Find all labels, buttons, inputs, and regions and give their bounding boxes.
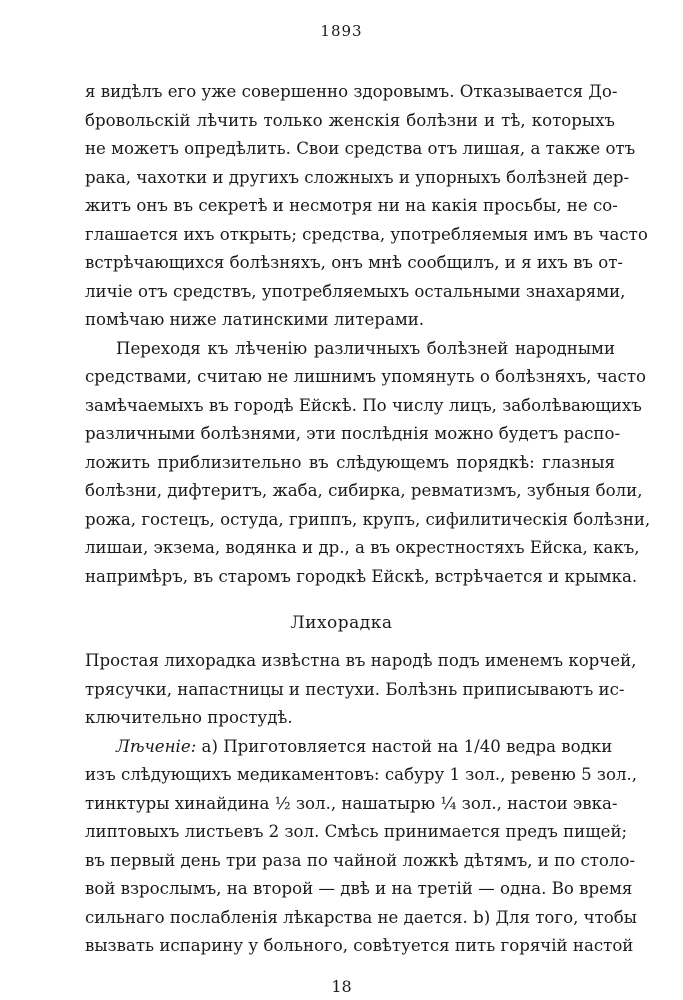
text-line: личіе отъ средствъ, употребляемыхъ остальными знахарями,: [85, 281, 626, 301]
text-line: въ первый день три раза по чайной ложкѣ дѣтямъ, и по столо-: [85, 850, 636, 870]
text-line: болѣзни, дифтеритъ, жаба, сибирка, ревматизмъ, зубныя боли,: [85, 481, 643, 500]
text-line: Простая лихорадка извѣстна въ народѣ подъ именемъ корчей,: [85, 651, 637, 670]
text-line: вой взрослымъ, на второй — двѣ и на третій — одна. Во время: [85, 879, 633, 898]
text-line: различными болѣзнями, эти послѣднія можно будетъ распо-: [85, 424, 621, 443]
text-line: рака, чахотки и другихъ сложныхъ и упорныхъ болѣзней дер-: [85, 167, 630, 187]
treatment-label: Лѣченіе:: [116, 736, 197, 756]
text-line: глашается ихъ открыть; средства, употребляемыя имъ въ часто: [85, 224, 648, 244]
text-line: липтовыхъ листьевъ 2 зол. Смѣсь принимается предъ пищей;: [85, 822, 628, 841]
page-number: 18: [331, 976, 352, 996]
text-line: Переходя къ лѣченію различныхъ болѣзней народными: [116, 338, 615, 358]
text-line: сильнаго послабленія лѣкарства не дается. b) Для того, чтобы: [85, 907, 637, 927]
text-line: средствами, считаю не лишнимъ упомянуть о болѣзняхъ, часто: [85, 367, 647, 386]
section-heading: Лихорадка: [290, 613, 393, 633]
text-line: трясучки, напастницы и пестухи. Болѣзнь приписываютъ ис-: [85, 679, 625, 699]
text-line: ложить приблизительно въ слѣдующемъ порядкѣ: глазныя: [85, 452, 615, 472]
text-line: помѣчаю ниже латинскими литерами.: [85, 310, 425, 329]
treatment-text: а) Приготовляется настой на 1/40 ведра водки: [196, 736, 613, 756]
text-line: бровольскій лѣчить только женскія болѣзни и тѣ, которыхъ: [85, 110, 615, 130]
text-line: лишаи, экзема, водянка и др., а въ окрестностяхъ Ейска, какъ,: [85, 538, 640, 557]
text-line: напримѣръ, въ старомъ городкѣ Ейскѣ, встрѣчается и крымка.: [85, 566, 638, 586]
text-line: вызвать испарину у больного, совѣтуется пить горячій настой: [85, 936, 634, 955]
text-line: изъ слѣдующихъ медикаментовъ: сабуру 1 зол., ревеню 5 зол.,: [85, 765, 638, 784]
text-line: рожа, гостецъ, остуда, гриппъ, крупъ, сифилитическія болѣзни,: [85, 509, 651, 529]
text-line: замѣчаемыхъ въ городѣ Ейскѣ. По числу лицъ, заболѣвающихъ: [85, 395, 642, 415]
text-line: тинктуры хинайдина ½ зол., нашатырю ¼ зол., настои эвка-: [85, 793, 618, 813]
text-line: житъ онъ въ секретѣ и несмотря ни на какія просьбы, не со-: [85, 196, 618, 215]
page-header-year: 1893: [320, 22, 363, 40]
text-line: ключительно простудѣ.: [85, 708, 293, 727]
text-line: встрѣчающихся болѣзняхъ, онъ мнѣ сообщилъ, и я ихъ въ от-: [85, 253, 624, 272]
text-line: [116, 733, 615, 762]
text-line: не можетъ опредѣлить. Свои средства отъ лишая, а также отъ: [85, 139, 636, 158]
text-line: я видѣлъ его уже совершенно здоровымъ. Отказывается До-: [85, 82, 618, 101]
